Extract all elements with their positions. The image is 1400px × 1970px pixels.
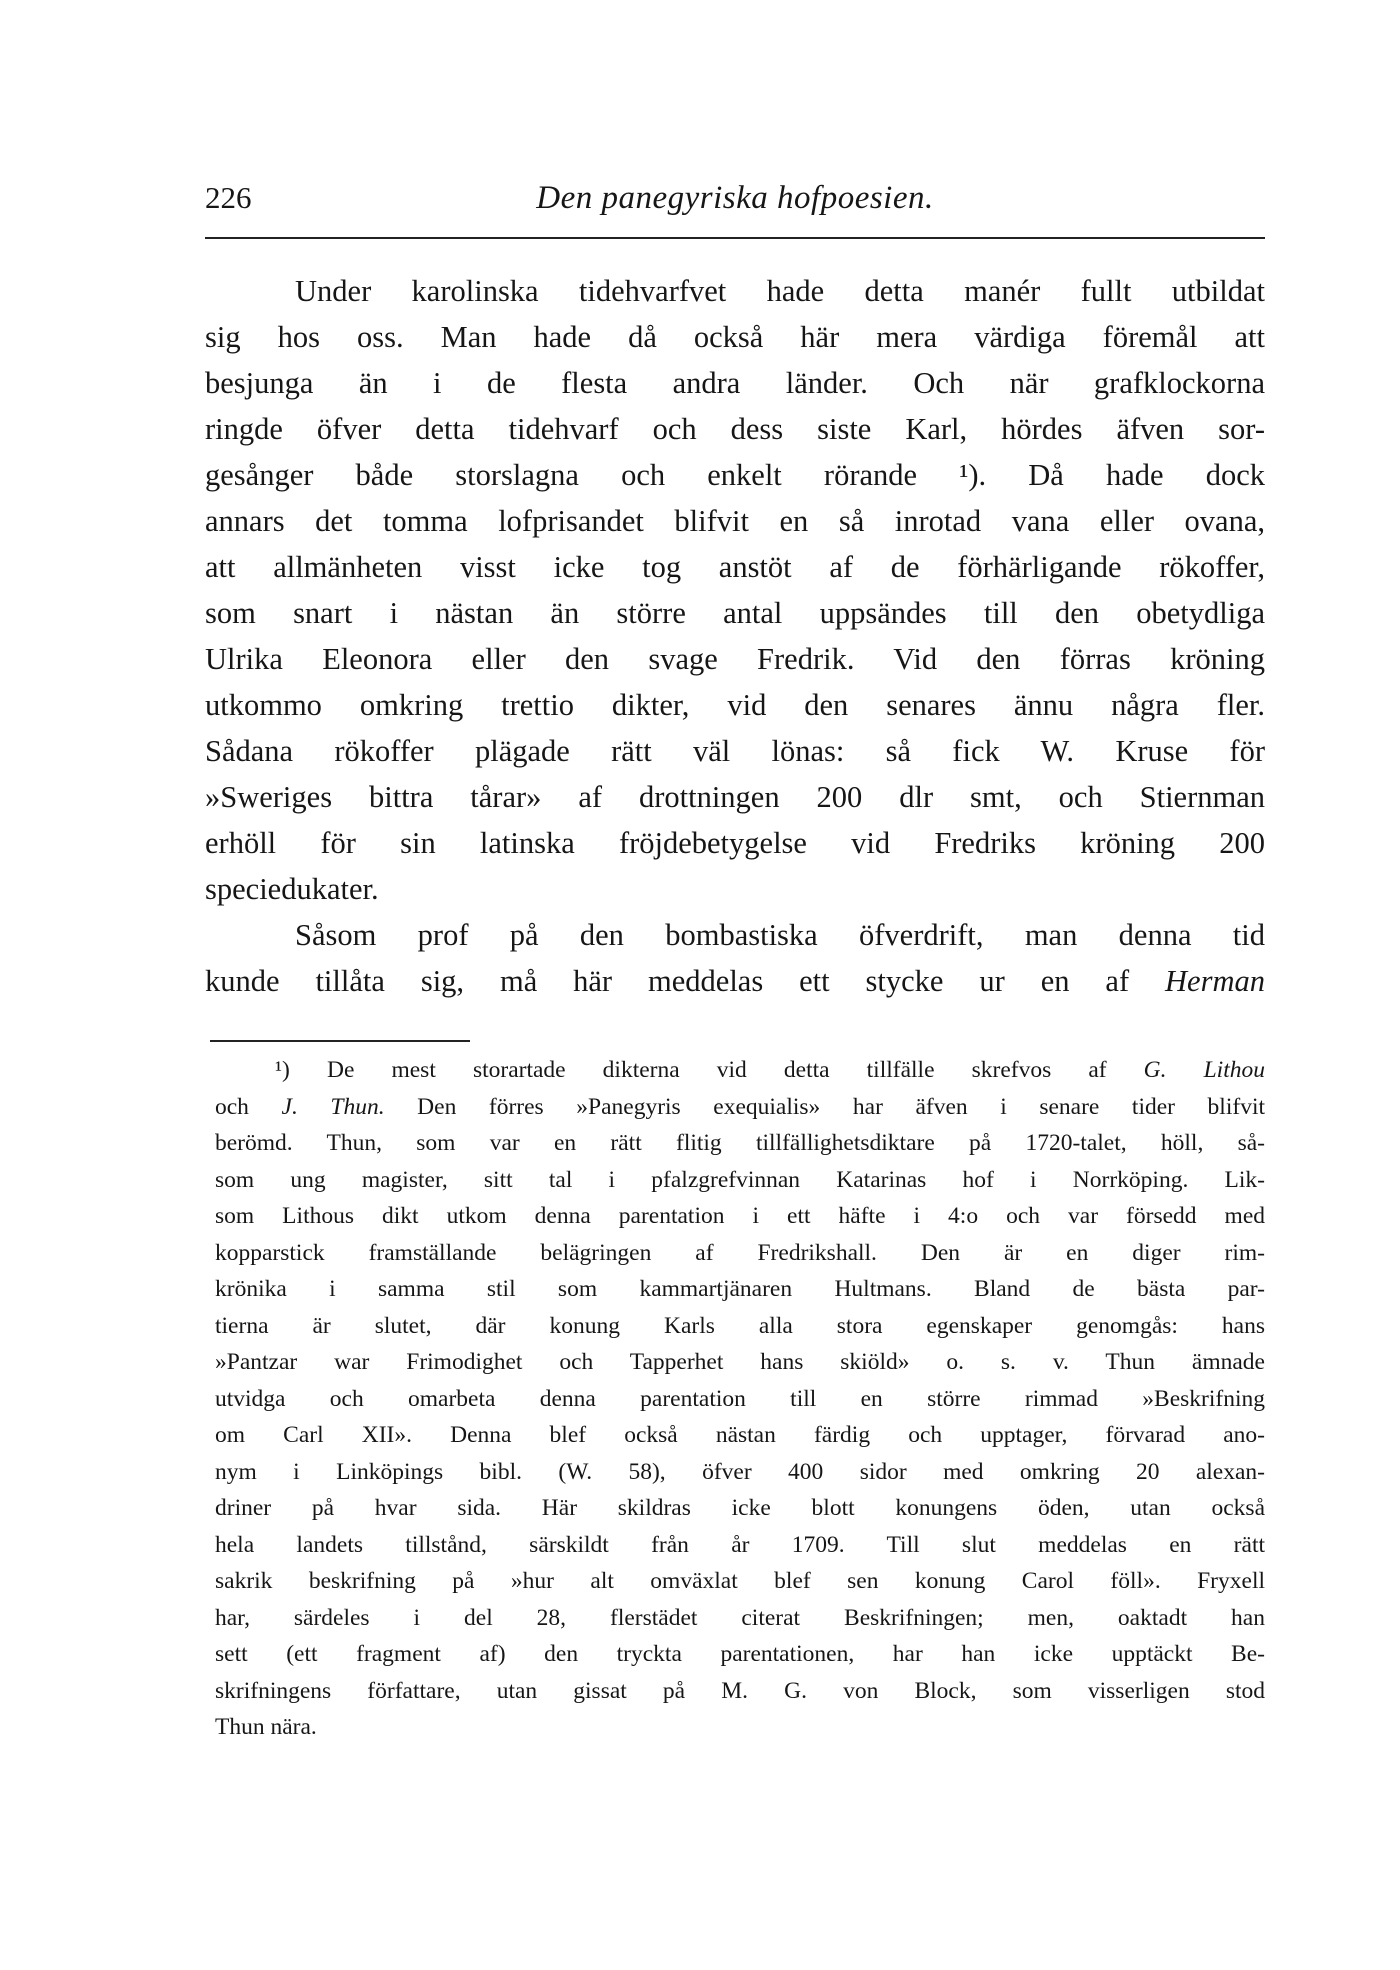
footnote-text: De mest storartade dikterna vid detta tillfälle skrefvos af xyxy=(326,1057,1107,1083)
footnote-line: hela landets tillstånd, särskildt från år 1709. Till slut meddelas en rätt xyxy=(215,1531,1265,1558)
body-line: sig hos oss. Man hade då också här mera värdiga föremål att xyxy=(205,320,1265,354)
footnote-line: utvidga och omarbeta denna parentation till en större rimmad »Beskrifning xyxy=(215,1385,1265,1412)
body-line: som snart i nästan än större antal uppsändes till den obetydliga xyxy=(205,596,1265,630)
footnote-line: sett (ett fragment af) den tryckta parentationen, har han icke upptäckt Be- xyxy=(215,1641,1265,1667)
footnote-line: skrifningens författare, utan gissat på M. G. von Block, som visserligen stod xyxy=(215,1677,1265,1704)
body-line: Ulrika Eleonora eller den svage Fredrik. Vid den förras kröning xyxy=(205,642,1265,676)
footnote-italic-name: J. Thun. xyxy=(281,1093,385,1120)
footnote-line: om Carl XII». Denna blef också nästan färdig och upptager, förvarad ano- xyxy=(215,1422,1265,1448)
footnote-line xyxy=(215,1052,1265,1089)
body-line: att allmänheten visst icke tog anstöt af de förhärligande rökoffer, xyxy=(205,550,1265,584)
footnote-text: Den förres »Panegyris exequialis» har äfven i senare tider blifvit xyxy=(417,1093,1265,1120)
body-line: annars det tomma lofprisandet blifvit en så inrotad vana eller ovana, xyxy=(205,504,1265,538)
body-text xyxy=(205,268,1265,1004)
body-line: speciedukater. xyxy=(205,872,379,906)
footnote xyxy=(215,1052,1265,1746)
footnote-line: kopparstick framställande belägringen af Fredrikshall. Den är en diger rim- xyxy=(215,1239,1265,1266)
body-line: Sådana rökoffer plägade rätt väl lönas: så fick W. Kruse för xyxy=(205,734,1265,768)
running-title: Den panegyriska hofpoesien. xyxy=(536,180,934,216)
footnote-line: tierna är slutet, där konung Karls alla stora egenskaper genomgås: hans xyxy=(215,1312,1265,1339)
page-number: 226 xyxy=(205,180,252,215)
body-line: besjunga än i de flesta andra länder. Och när grafklockorna xyxy=(205,366,1265,400)
header-rule xyxy=(205,237,1265,239)
footnote-line: »Pantzar war Frimodighet och Tapperhet hans skiöld» o. s. v. Thun ämnade xyxy=(215,1349,1265,1375)
footnote-line: som Lithous dikt utkom denna parentation i ett häfte i 4:o och var försedd med xyxy=(215,1203,1265,1229)
footnote-text: och xyxy=(215,1093,249,1120)
page-header xyxy=(205,178,1265,228)
footnote-italic-name: G. Lithou xyxy=(1143,1057,1265,1083)
footnote-line: berömd. Thun, som var en rätt flitig tillfällighetsdiktare på 1720-talet, höll, så- xyxy=(215,1130,1265,1156)
author-name-italic: Herman xyxy=(1165,964,1265,998)
footnote-line xyxy=(215,1089,1265,1126)
body-line: utkommo omkring trettio dikter, vid den senares ännu några fler. xyxy=(205,688,1265,722)
body-line: erhöll för sin latinska fröjdebetygelse vid Fredriks kröning 200 xyxy=(205,826,1265,860)
footnote-line: Thun nära. xyxy=(215,1714,317,1740)
footnote-line: sakrik beskrifning på »hur alt omväxlat blef sen konung Carol föll». Fryxell xyxy=(215,1568,1265,1594)
footnote-line: nym i Linköpings bibl. (W. 58), öfver 400 sidor med omkring 20 alexan- xyxy=(215,1458,1265,1485)
body-line: »Sweriges bittra tårar» af drottningen 200 dlr smt, och Stiernman xyxy=(205,780,1265,814)
footnote-line: har, särdeles i del 28, flerstädet citerat Beskrifningen; men, oaktadt han xyxy=(215,1604,1265,1631)
body-line: ringde öfver detta tidehvarf och dess siste Karl, hördes äfven sor- xyxy=(205,412,1265,446)
body-line: Under karolinska tidehvarfvet hade detta manér fullt utbildat xyxy=(295,274,1265,308)
footnote-marker: ¹) xyxy=(275,1057,290,1083)
body-line-final-text: kunde tillåta sig, må här meddelas ett stycke ur en af xyxy=(205,964,1130,998)
footnote-line: krönika i samma stil som kammartjänaren Hultmans. Bland de bästa par- xyxy=(215,1276,1265,1302)
body-line-final xyxy=(205,958,1265,1004)
footnote-line: som ung magister, sitt tal i pfalzgrefvinnan Katarinas hof i Norrköping. Lik- xyxy=(215,1166,1265,1193)
footnote-line: driner på hvar sida. Här skildras icke blott konungens öden, utan också xyxy=(215,1495,1265,1521)
footnote-rule xyxy=(210,1040,470,1042)
body-line: gesånger både storslagna och enkelt rörande ¹). Då hade dock xyxy=(205,458,1265,492)
body-line: Såsom prof på den bombastiska öfverdrift, man denna tid xyxy=(295,918,1265,952)
